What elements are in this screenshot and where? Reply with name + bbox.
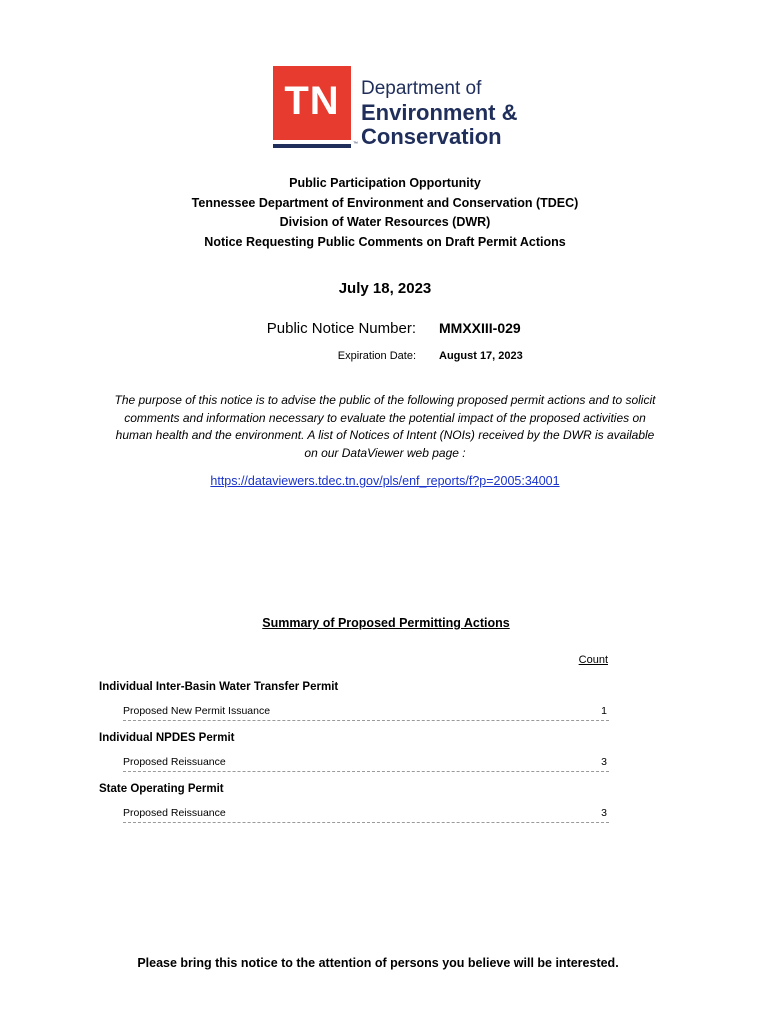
permit-group bbox=[99, 680, 609, 721]
dataviewer-link[interactable]: https://dataviewers.tdec.tn.gov/pls/enf_reports/f?p=2005:34001 bbox=[210, 474, 560, 488]
permit-action-row bbox=[123, 704, 609, 721]
permit-group-title: Individual NPDES Permit bbox=[99, 732, 235, 744]
header-line: Public Participation Opportunity bbox=[289, 176, 481, 190]
permit-action-count: 3 bbox=[601, 756, 607, 768]
purpose-line: human health and the environment. A list of Notices of Intent (NOIs) received by the DWR is available bbox=[115, 428, 655, 442]
permit-action-count: 3 bbox=[601, 807, 607, 819]
expiration-label: Expiration Date: bbox=[337, 350, 416, 362]
permit-group bbox=[99, 782, 609, 823]
permit-group-title: State Operating Permit bbox=[99, 783, 224, 795]
notice-date: July 18, 2023 bbox=[338, 280, 432, 297]
purpose-line: on our DataViewer web page : bbox=[304, 445, 466, 460]
purpose-line: The purpose of this notice is to advise the public of the following proposed permit actions and to solicit bbox=[114, 393, 656, 407]
logo-underline-bar bbox=[273, 144, 351, 148]
logo-trademark: ™ bbox=[353, 141, 358, 147]
permit-action-label: Proposed Reissuance bbox=[123, 807, 226, 819]
header-line: Tennessee Department of Environment and Conservation (TDEC) bbox=[191, 195, 579, 210]
logo-mark: TN bbox=[284, 79, 340, 123]
header-line: Division of Water Resources (DWR) bbox=[279, 215, 491, 229]
logo-line-environment: Environment & bbox=[361, 100, 518, 125]
notice-header bbox=[0, 174, 770, 252]
permit-action-label: Proposed Reissuance bbox=[123, 756, 226, 768]
permit-action-count: 1 bbox=[601, 705, 607, 717]
purpose-line: comments and information necessary to evaluate the potential impact of the proposed activities on bbox=[124, 410, 646, 425]
expiration-date: August 17, 2023 bbox=[439, 350, 523, 362]
purpose-paragraph bbox=[98, 392, 672, 462]
logo-line-conservation: Conservation bbox=[361, 124, 502, 149]
permit-group-title: Individual Inter-Basin Water Transfer Permit bbox=[99, 681, 339, 693]
tdec-logo bbox=[273, 64, 543, 148]
footer-note: Please bring this notice to the attention of persons you believe will be interested. bbox=[137, 956, 619, 970]
header-line: Notice Requesting Public Comments on Draft Permit Actions bbox=[204, 234, 566, 249]
count-column-header: Count bbox=[578, 654, 608, 666]
permit-action-row bbox=[123, 755, 609, 772]
permit-action-row bbox=[123, 806, 609, 823]
permit-group bbox=[99, 731, 609, 772]
logo-line-department: Department of bbox=[361, 78, 482, 99]
public-notice-label: Public Notice Number: bbox=[266, 320, 416, 337]
public-notice-number: MMXXIII-029 bbox=[439, 320, 521, 336]
permit-action-label: Proposed New Permit Issuance bbox=[123, 705, 271, 717]
summary-title: Summary of Proposed Permitting Actions bbox=[262, 616, 510, 630]
